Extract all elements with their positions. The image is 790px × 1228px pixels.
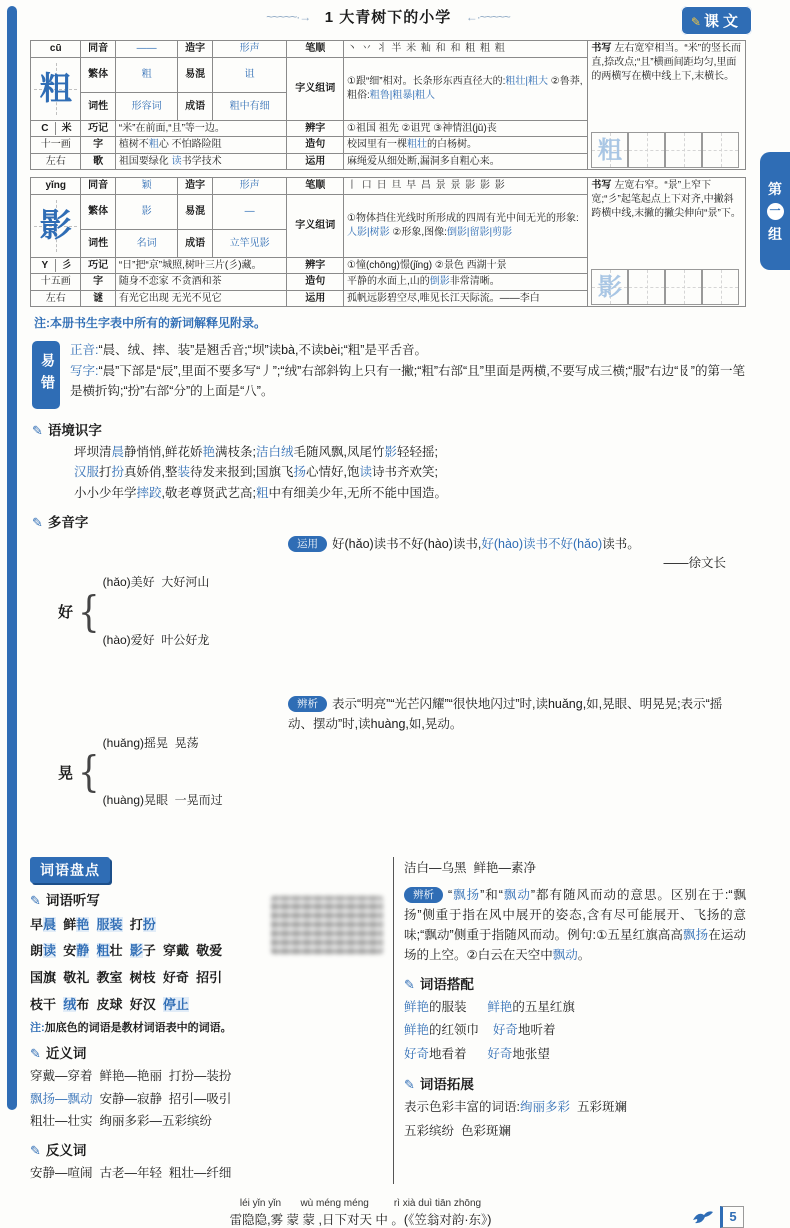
polyphone-readings bbox=[58, 535, 288, 689]
collocation-row: 鲜艳的红领巾 好奇地听着 bbox=[404, 1023, 556, 1038]
reading-list bbox=[103, 535, 210, 689]
field-value: — bbox=[212, 194, 287, 230]
brace-glyph: { bbox=[78, 747, 100, 797]
unit-number-circle: 一 bbox=[767, 203, 784, 220]
section-title bbox=[30, 1042, 385, 1062]
word-inventory-area bbox=[30, 857, 746, 1185]
pinyin-cell: yǐng bbox=[31, 178, 81, 195]
section-title bbox=[404, 973, 746, 993]
verse-text: 雷隐隐,雾 蒙 蒙 ,日下对天 中 。(《笠翁对韵·东》) bbox=[229, 1213, 492, 1228]
dictation-note: 注:加底色的词语是教材词语表中的词语。 bbox=[30, 1022, 232, 1035]
section-title-text: 词语搭配 bbox=[419, 976, 474, 992]
field-label: 笔顺 bbox=[287, 41, 344, 58]
section-title bbox=[32, 511, 746, 531]
section-title bbox=[30, 1139, 385, 1159]
field-label: 易混 bbox=[178, 194, 212, 230]
field-label: 造字 bbox=[178, 178, 212, 195]
handwriting-cell bbox=[588, 41, 746, 170]
field-label: 运用 bbox=[287, 153, 344, 170]
practice-cell bbox=[628, 132, 665, 168]
practice-cell bbox=[591, 269, 628, 305]
stroke-order: 丶 丷 丬 半 米 籼 和 和 粗 粗 粗 bbox=[344, 41, 588, 58]
practice-cell bbox=[665, 132, 702, 168]
polyphone-char: 晃 bbox=[58, 764, 74, 782]
field-label: 巧记 bbox=[81, 120, 115, 137]
field-label: 谜 bbox=[81, 290, 115, 307]
radical: 彡 bbox=[55, 259, 77, 273]
writing-tip: 写字:“晨”下部是“辰”,里面不要多写“丿”;“绒”右部斜钩上只有一撇;“粗”右部“且”里面是两横,不要写成三横;“服”右边“𠬝”的第一笔是横折钩;“扮”右部“分”的上面是“八”。 bbox=[70, 364, 745, 398]
pencil-icon: ✎ bbox=[32, 423, 43, 438]
similar-chars: ①憧(chōng)憬(jǐng) ②景色 西湖十景 bbox=[344, 257, 588, 274]
unit-tab bbox=[760, 152, 790, 270]
practice-cell bbox=[628, 269, 665, 305]
word-row: 早晨 鲜艳 服装 打扮 bbox=[30, 916, 156, 932]
practice-cell bbox=[591, 132, 628, 168]
verse-pinyin: léi yǐn yǐn wù méng méng rì xià duì tiān zhōng bbox=[239, 1198, 482, 1210]
pen-icon: ✎ bbox=[690, 15, 701, 29]
expansion-row: 五彩缤纷 色彩斑斓 bbox=[404, 1123, 511, 1138]
pencil-icon: ✎ bbox=[404, 1076, 415, 1092]
word-analysis bbox=[404, 885, 746, 965]
section-title bbox=[32, 419, 746, 439]
pencil-icon: ✎ bbox=[30, 1046, 41, 1062]
section-title-text: 词语听写 bbox=[45, 892, 100, 908]
field-label: 字 bbox=[81, 137, 115, 154]
field-label: 造句 bbox=[287, 137, 344, 154]
field-label: 同音 bbox=[81, 41, 115, 58]
footer-verse bbox=[30, 1198, 691, 1228]
meaning-words: ①物体挡住光线时所形成的四周有光中间无光的形象:人影|树影 ②形象,图像:倒影|留影|剪影 bbox=[344, 194, 588, 257]
radical: 米 bbox=[55, 122, 77, 136]
attribution: ——徐文长 bbox=[663, 556, 726, 571]
new-character: 粗 bbox=[39, 68, 72, 107]
analysis-badge: 辨析 bbox=[288, 696, 327, 712]
context-lines bbox=[32, 442, 746, 503]
field-value: 立竿见影 bbox=[212, 230, 287, 258]
practice-grid bbox=[591, 132, 742, 168]
error-prone-label: 易错 bbox=[32, 341, 60, 409]
mnemonic: “米”在前面,“且”等一边。 bbox=[115, 120, 287, 137]
left-column bbox=[30, 857, 393, 1185]
rhyme-line: 植树不粗心 不怕路险阻 bbox=[115, 137, 287, 154]
field-value: 形声 bbox=[212, 41, 287, 58]
polyphone-char: 好 bbox=[58, 604, 74, 621]
field-label: 繁体 bbox=[81, 57, 115, 93]
rhyme-line: 随身不恋家 不贪酒和茶 bbox=[115, 274, 287, 291]
pencil-icon: ✎ bbox=[30, 892, 41, 908]
collocation-row: 好奇地看着 好奇地张望 bbox=[404, 1047, 550, 1061]
reading-list bbox=[103, 695, 223, 849]
handwriting-tip bbox=[591, 42, 742, 130]
synonym-row: 穿戴—穿着 鲜艳—艳丽 打扮—装扮 bbox=[30, 1069, 232, 1084]
antonym-row: 安静—喧闹 古老—年轻 粗壮—纤细 bbox=[30, 1165, 232, 1180]
field-label: 歌 bbox=[81, 153, 115, 170]
field-label: 同音 bbox=[81, 178, 115, 195]
context-literacy-section bbox=[32, 419, 746, 503]
char-structure: 左右 bbox=[31, 290, 81, 307]
field-label: 字义组词 bbox=[287, 194, 344, 257]
riddle-line: 有光它出现 无光不见它 bbox=[115, 290, 287, 307]
handwriting-text: 左右宽窄相当。“米”的竖长而直,捺改点;“且”横画间距均匀,里面的两横写在横中线上下,末横长。 bbox=[591, 43, 742, 82]
field-label: 笔顺 bbox=[287, 178, 344, 195]
section-title bbox=[404, 1073, 746, 1093]
reading-line: (hǎo)美好 大好河山 bbox=[102, 575, 210, 590]
index-letter: Y bbox=[41, 259, 49, 271]
char-table-cu bbox=[30, 40, 746, 170]
handwriting-text: 左宽右窄。“景”上窄下宽;“彡”起笔起点上下对齐,中撇斜跨横中线,末撇的撇尖伸向“景”下。 bbox=[591, 180, 741, 219]
lesson-title: 1 大青树下的小学 bbox=[324, 9, 452, 26]
pinyin-cell: cū bbox=[31, 41, 81, 58]
dictation-words bbox=[30, 912, 385, 1019]
polyphone-entry bbox=[58, 695, 746, 849]
practice-cell bbox=[702, 269, 739, 305]
mnemonic: “日”把“京”城照,树叶三片(彡)藏。 bbox=[115, 257, 287, 274]
tianzige-grid bbox=[34, 200, 77, 252]
footer-right bbox=[691, 1206, 746, 1228]
dictionary-lookup-cell bbox=[31, 120, 81, 137]
practice-cell bbox=[702, 132, 739, 168]
polyphone-analysis bbox=[288, 695, 746, 734]
reading-line: (hào)爱好 叶公好龙 bbox=[102, 632, 210, 647]
field-label: 繁体 bbox=[81, 194, 115, 230]
brace-glyph: { bbox=[78, 586, 100, 637]
usage-sentence: 麻绳爱从细处断,漏洞多自粗心来。 bbox=[344, 153, 588, 170]
field-label: 巧记 bbox=[81, 257, 115, 274]
expansion-row: 表示色彩丰富的词语:绚丽多彩 五彩斑斓 bbox=[404, 1099, 627, 1114]
analysis-badge: 辨析 bbox=[404, 887, 443, 903]
unit-tab-text-bottom: 组 bbox=[768, 225, 782, 242]
new-character: 影 bbox=[39, 205, 72, 244]
synonym-row: 粗壮—壮实 绚丽多彩—五彩缤纷 bbox=[30, 1114, 212, 1129]
rhyme-line: 祖国要绿化 读书学技术 bbox=[115, 153, 287, 170]
polyphone-entry bbox=[58, 535, 746, 689]
field-label: 造字 bbox=[178, 41, 212, 58]
dictionary-lookup-cell bbox=[31, 257, 81, 274]
field-value: 诅 bbox=[212, 57, 287, 93]
practice-cell bbox=[665, 269, 702, 305]
word-row: 枝干 绒布 皮球 好汉 停止 bbox=[30, 996, 189, 1012]
context-line: 小小少年学摔跤,敬老尊贤武艺高;粗中有细美少年,无所不能中国造。 bbox=[74, 485, 447, 500]
field-label: 成语 bbox=[178, 230, 212, 258]
bigchar-cell bbox=[31, 194, 81, 257]
handwriting-tip bbox=[591, 179, 742, 267]
section-title-text: 反义词 bbox=[45, 1142, 87, 1158]
field-label: 词性 bbox=[81, 93, 115, 121]
char-table-ying bbox=[30, 177, 746, 307]
stroke-count: 十五画 bbox=[31, 274, 81, 291]
analysis-text: “飘扬”和“飘动”都有随风而动的意思。区别在于:“飘扬”侧重于指在风中展开的姿态,含有尽可能展开、飞扬的意味;“飘动”侧重于指随风而动。例句:①五星红旗高高飘扬在运动场的上空。②白云在天空中飘动。 bbox=[404, 887, 746, 962]
field-label: 运用 bbox=[287, 290, 344, 307]
left-edge-bar bbox=[7, 6, 17, 1110]
polyphone-readings bbox=[58, 695, 288, 849]
word-row: 国旗 敬礼 教室 树枝 好奇 招引 bbox=[30, 970, 223, 986]
section-title-text: 多音字 bbox=[47, 514, 89, 530]
pencil-icon: ✎ bbox=[30, 1142, 41, 1158]
usage-sentence: 孤帆远影碧空尽,唯见长江天际流。——李白 bbox=[344, 290, 588, 307]
section-title-text: 近义词 bbox=[45, 1046, 87, 1062]
similar-chars: ①祖国 祖先 ②诅咒 ③神情沮(jǔ)丧 bbox=[344, 120, 588, 137]
bird-icon bbox=[691, 1209, 715, 1225]
section-title-text: 语境识字 bbox=[47, 423, 102, 438]
page-footer bbox=[30, 1198, 746, 1228]
field-value: 形容词 bbox=[115, 93, 178, 121]
practice-grid bbox=[591, 269, 742, 305]
page-number: 5 bbox=[720, 1206, 744, 1228]
error-prone-section bbox=[32, 341, 746, 409]
polyphone-section bbox=[32, 511, 746, 849]
polyphone-usage bbox=[288, 535, 746, 574]
page-header bbox=[30, 6, 746, 40]
context-line: 坪坝清晨静悄悄,鲜花娇艳满枝条;洁白绒毛随风飘,凤尾竹影轻轻摇; bbox=[74, 445, 439, 459]
field-label: 造句 bbox=[287, 274, 344, 291]
field-value: 粗中有细 bbox=[212, 93, 287, 121]
page-content bbox=[30, 6, 746, 1228]
tianzige-grid bbox=[34, 63, 77, 115]
field-label: 辨字 bbox=[287, 257, 344, 274]
field-value: 名词 bbox=[115, 230, 178, 258]
example-sentence: 平静的水面上,山的倒影非常清晰。 bbox=[344, 274, 588, 291]
field-label: 书写 bbox=[591, 180, 612, 191]
analysis-text: 表示“明亮”“光芒闪耀”“很快地闪过”时,读huǎng,如,晃眼、明晃晃;表示“摇动、摆动”时,读huàng,如,晃动。 bbox=[288, 697, 723, 731]
antonym-row-continued: 洁白—乌黑 鲜艳—素净 bbox=[404, 860, 536, 875]
usage-text: 好(hǎo)读书不好(hào)读书,好(hào)读书不好(hǎo)读书。 bbox=[332, 536, 640, 551]
error-prone-body bbox=[70, 341, 746, 409]
field-label: 成语 bbox=[178, 93, 212, 121]
field-value: 形声 bbox=[212, 178, 287, 195]
reading-line: (huàng)晃眼 一晃而过 bbox=[102, 793, 223, 808]
kewen-tab bbox=[681, 6, 752, 35]
pencil-icon: ✎ bbox=[404, 976, 415, 992]
practice-char: 影 bbox=[597, 271, 622, 301]
field-value: 粗 bbox=[115, 57, 178, 93]
field-value: 颖 bbox=[115, 178, 178, 195]
pencil-icon: ✎ bbox=[32, 514, 43, 530]
section-title-text: 词语拓展 bbox=[419, 1076, 474, 1092]
example-sentence: 校园里有一棵粗壮的白杨树。 bbox=[344, 137, 588, 154]
field-label: 书写 bbox=[591, 43, 612, 54]
reading-line: (huǎng)摇晃 晃荡 bbox=[102, 735, 199, 750]
field-value: —— bbox=[115, 41, 178, 58]
qr-code-blurred bbox=[271, 896, 383, 954]
kewen-tab-label: 课文 bbox=[703, 13, 742, 30]
field-value: 影 bbox=[115, 194, 178, 230]
char-structure: 左右 bbox=[31, 153, 81, 170]
word-row: 朗读 安静 粗壮 影子 穿戴 敬爱 bbox=[30, 943, 223, 959]
stroke-count: 十一画 bbox=[31, 137, 81, 154]
bigchar-cell bbox=[31, 57, 81, 120]
index-letter: C bbox=[41, 122, 49, 134]
wave-decoration-left: ~~~~~·→ bbox=[266, 9, 311, 24]
collocation-row: 鲜艳的服装 鲜艳的五星红旗 bbox=[404, 999, 575, 1014]
word-inventory-title: 词语盘点 bbox=[30, 857, 110, 883]
field-label: 易混 bbox=[178, 57, 212, 93]
practice-char: 粗 bbox=[597, 134, 622, 164]
field-label: 辨字 bbox=[287, 120, 344, 137]
synonym-row: 飘扬—飘动 安静—寂静 招引—吸引 bbox=[30, 1091, 232, 1106]
stroke-order: 丨 口 日 旦 早 昌 景 景 影 影 影 bbox=[344, 178, 588, 195]
right-column bbox=[393, 857, 746, 1185]
handwriting-cell bbox=[588, 178, 746, 307]
field-label: 词性 bbox=[81, 230, 115, 258]
context-line: 汉服打扮真娇俏,整装待发来报到;国旗飞扬心情好,饱读诗书齐欢笑; bbox=[74, 465, 439, 480]
unit-tab-text-top: 第 bbox=[768, 180, 782, 197]
appendix-note: 注:本册书生字表中所有的新词解释见附录。 bbox=[34, 316, 266, 330]
usage-badge: 运用 bbox=[288, 536, 327, 552]
wave-decoration-right: ←·~~~~~ bbox=[465, 9, 510, 24]
pronunciation-tip: 正音:“晨、绒、摔、装”是翘舌音;“坝”读bà,不读bèi;“粗”是平舌音。 bbox=[70, 343, 427, 357]
field-label: 字 bbox=[81, 274, 115, 291]
meaning-words: ①跟“细”相对。长条形东西直径大的:粗壮|粗大 ②鲁莽,粗俗:粗鲁|粗暴|粗人 bbox=[344, 57, 588, 120]
field-label: 字义组词 bbox=[287, 57, 344, 120]
